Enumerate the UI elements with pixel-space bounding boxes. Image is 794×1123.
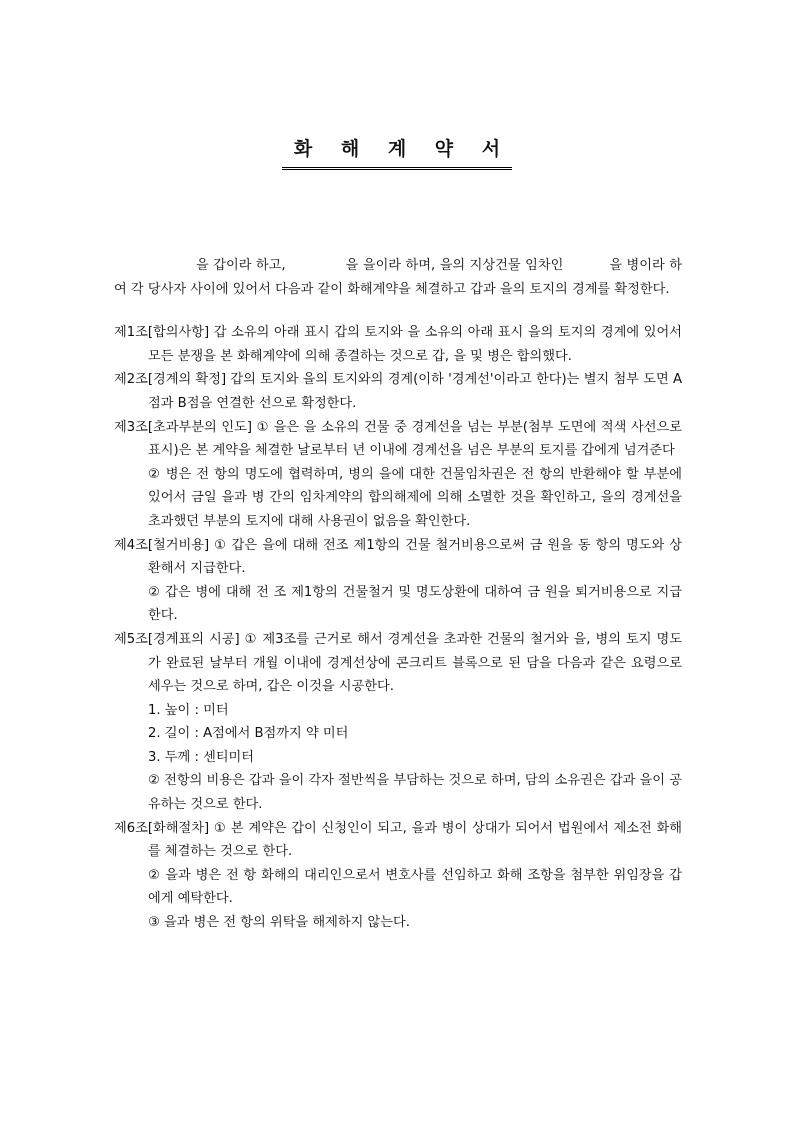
intro-part1: 을 갑이라 하고, (196, 258, 286, 273)
article-6-clause-1: 제6조[화해절차] ① 본 계약은 갑이 신청인이 되고, 을과 병이 상대가 되어서 법원에서 제소전 화해를 체결하는 것으로 한다. (114, 820, 682, 860)
intro-part3: 을 병이라 하여 각 당사자 사이에 있어서 다음과 같이 화해계약을 체결하고 갑과 을의 토지의 경계를 확정한다. (114, 258, 682, 297)
article-5-clause-1: 제5조[경계표의 시공] ① 제3조를 근거로 해서 경계선을 초과한 건물의 철거와 을, 병의 토지 명도가 완료된 날부터 개월 이내에 경계선상에 콘크리트 블록으로 된 담을 다음과 같은 요령으로 세우는 것으로 하며, 갑은 이것을 시공한다. (114, 631, 682, 695)
article-3-clause-2: ② 병은 전 항의 명도에 협력하며, 병의 을에 대한 건물임차권은 전 항의 반환해야 할 부분에 있어서 금일 을과 병 간의 임차계약의 합의해제에 의해 소멸한 것을 확인하고, 을의 경계선을 초과했던 부분의 토지에 대해 사용권이 없음을 확인한다. (148, 466, 682, 529)
article-5-clause-2: ② 전항의 비용은 갑과 을이 각자 절반씩을 부담하는 것으로 하며, 담의 소유권은 갑과 을이 공유하는 것으로 한다. (148, 773, 682, 813)
article-5-item-height: 1. 높이 : 미터 (148, 702, 229, 718)
article-3-clause-1: 제3조[초과부분의 인도] ① 을은 을 소유의 건물 중 경계선을 넘는 부분(첨부 도면에 적색 사선으로 표시)은 본 계약을 체결한 날로부터 년 이내에 경계선을 넘은 부분의 토지를 갑에게 넘겨준다 (114, 419, 682, 459)
article-5-item-length: 2. 길이 : A점에서 B점까지 약 미터 (148, 726, 349, 742)
article-6-clause-3: ③ 을과 병은 전 항의 위탁을 해제하지 않는다. (148, 915, 410, 931)
document-title (0, 134, 794, 170)
article-5 (114, 628, 682, 817)
article-4-clause-2: ② 갑은 병에 대해 전 조 제1항의 건물철거 및 명도상환에 대하여 금 원을 퇴거비용으로 지급한다. (148, 584, 682, 624)
intro-part2: 을 을이라 하며, 을의 지상건물 임차인 (345, 258, 564, 273)
article-1 (114, 321, 682, 368)
document-body (114, 254, 682, 935)
article-4-clause-1: 제4조[철거비용] ① 갑은 을에 대해 전조 제1항의 건물 철거비용으로써 금 원을 동 항의 명도와 상환해서 지급한다. (114, 537, 682, 577)
article-6-clause-2: ② 을과 병은 전 항 화해의 대리인으로서 변호사를 선임하고 화해 조항을 첨부한 위임장을 갑에게 예탁한다. (148, 867, 682, 907)
article-1-clause-1: 제1조[합의사항] 갑 소유의 아래 표시 갑의 토지와 을 소유의 아래 표시 을의 토지의 경계에 있어서 모든 분쟁을 본 화해계약에 의해 종결하는 것으로 갑, 을 및 병은 합의했다. (114, 325, 682, 364)
article-6 (114, 817, 682, 935)
article-2 (114, 368, 682, 415)
article-2-clause-1: 제2조[경계의 확정] 갑의 토지와 을의 토지와의 경계(이하 '경계선'이라고 한다)는 별지 첨부 도면 A점과 B점을 연결한 선으로 확정한다. (114, 372, 682, 411)
article-3 (114, 416, 682, 534)
article-4 (114, 534, 682, 628)
intro-paragraph (114, 254, 682, 301)
article-5-item-thickness: 3. 두께 : 센티미터 (148, 749, 255, 765)
title-text: 화 해 계 약 서 (282, 134, 512, 170)
